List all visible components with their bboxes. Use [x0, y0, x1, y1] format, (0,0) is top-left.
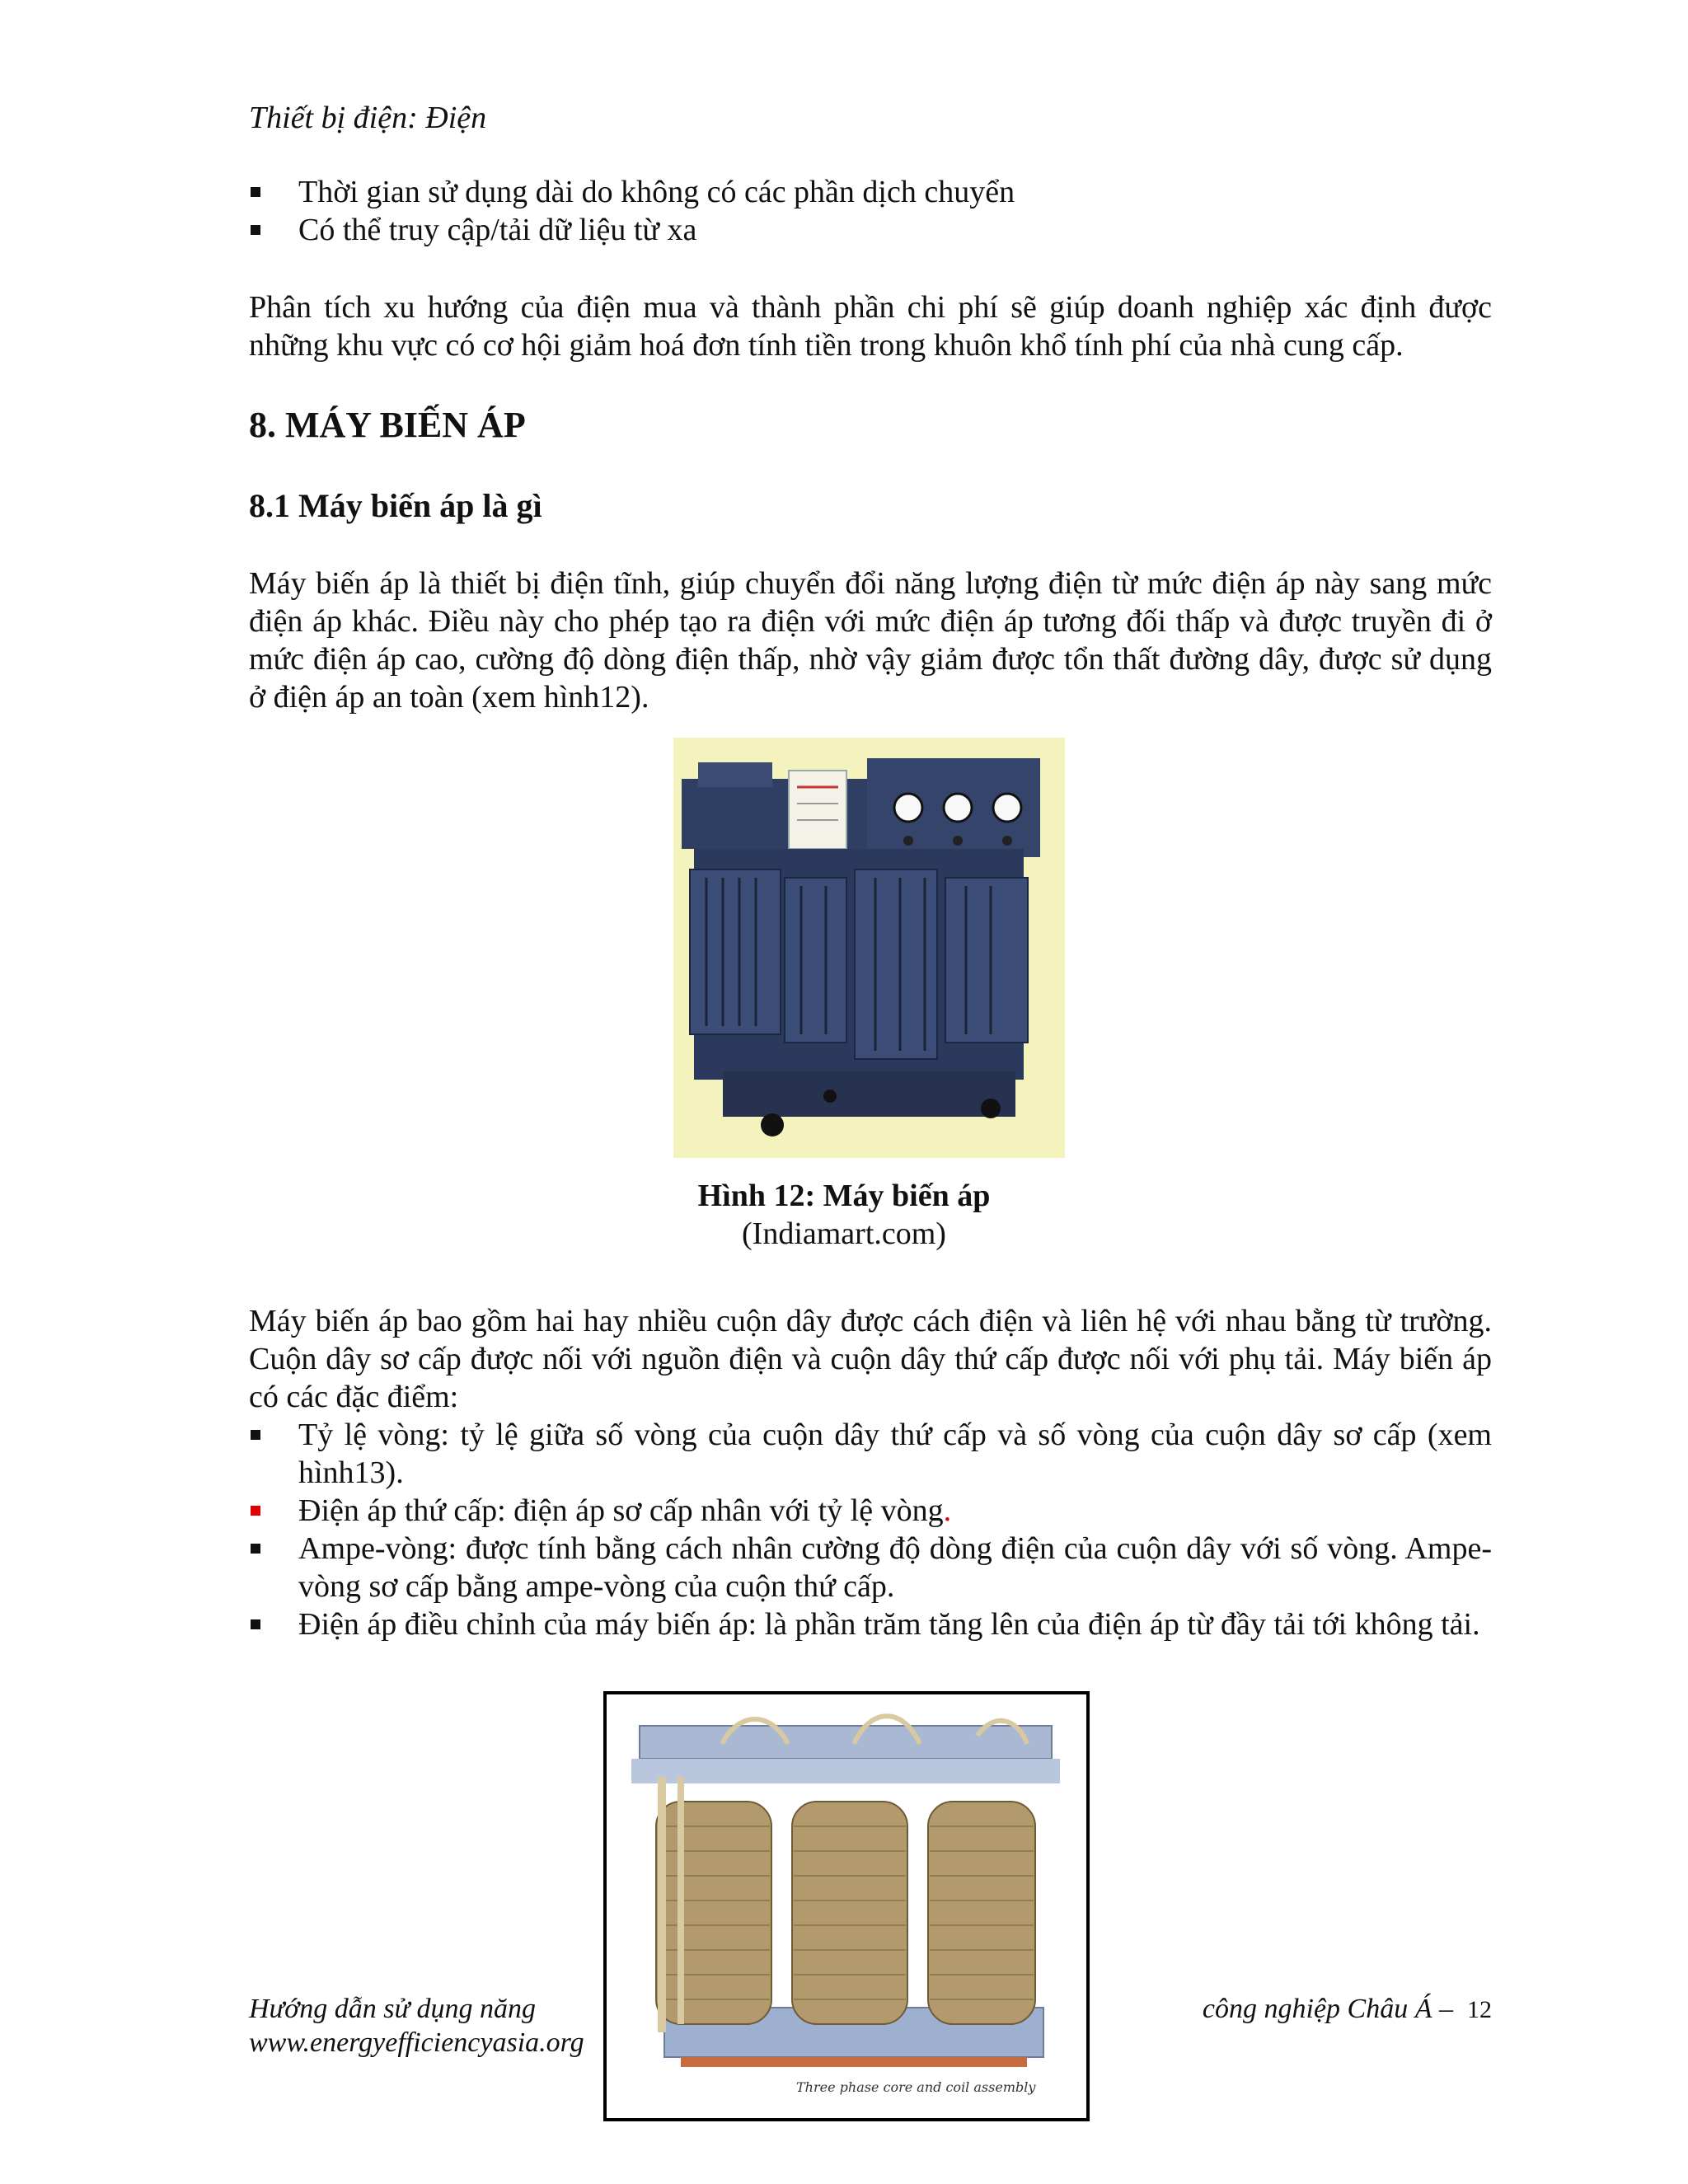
square-bullet-icon	[251, 1544, 260, 1554]
figure12-caption	[0, 1177, 1688, 1253]
list-item: Tỷ lệ vòng: tỷ lệ giữa số vòng của cuộn dây thứ cấp và số vòng của cuộn dây sơ cấp (xem hình13).	[249, 1416, 1492, 1492]
characteristics-bullet-list	[249, 1416, 1492, 1643]
figure13-image-label: Three phase core and coil assembly	[796, 2079, 1036, 2095]
transformer-photo	[673, 738, 1065, 1158]
square-bullet-icon	[251, 1430, 260, 1440]
page-number: 12	[1467, 1996, 1492, 2023]
square-bullet-icon	[251, 225, 260, 235]
square-bullet-icon	[251, 1619, 260, 1629]
figure12-source: (Indiamart.com)	[742, 1216, 946, 1251]
footer-right-text: công nghiệp Châu Á –	[1202, 1994, 1453, 2024]
list-item: Ampe-vòng: được tính bằng cách nhân cường độ dòng điện của cuộn dây với số vòng. Ampe-vòng sơ cấp bằng ampe-vòng của cuộn thứ cấp.	[249, 1530, 1492, 1605]
running-header: Thiết bị điện: Điện	[249, 101, 487, 135]
footer-left-text: Hướng dẫn sử dụng năng	[249, 1994, 537, 2024]
footer-website: www.energyefficiencyasia.org	[249, 2027, 584, 2058]
intro-bullet-list	[249, 173, 1492, 249]
body-paragraph-2: Máy biến áp bao gồm hai hay nhiều cuộn dây được cách điện và liên hệ với nhau bằng từ trường. Cuộn dây sơ cấp được nối với nguồn điện và cuộn dây thứ cấp được nối với phụ tải. Máy biến áp có các đặc điểm:	[249, 1304, 1492, 1414]
list-item: Điện áp điều chỉnh của máy biến áp: là phần trăm tăng lên của điện áp từ đầy tải tới không tải.	[249, 1605, 1492, 1643]
list-item: Thời gian sử dụng dài do không có các phần dịch chuyển	[249, 173, 1492, 211]
list-item: Điện áp thứ cấp: điện áp sơ cấp nhân với tỷ lệ vòng.	[249, 1492, 1492, 1530]
intro-paragraph: Phân tích xu hướng của điện mua và thành phần chi phí sẽ giúp doanh nghiệp xác định được những khu vực có cơ hội giảm hoá đơn tính tiền trong khuôn khổ tính phí của nhà cung cấp.	[249, 290, 1492, 363]
section-heading: 8. MÁY BIẾN ÁP	[249, 405, 526, 445]
square-bullet-icon	[251, 187, 260, 197]
core-coil-illustration	[607, 1694, 1086, 2118]
square-bullet-icon	[251, 1506, 260, 1516]
core-coil-photo	[603, 1691, 1090, 2121]
body-paragraph-1: Máy biến áp là thiết bị điện tĩnh, giúp chuyển đổi năng lượng điện từ mức điện áp này sang mức điện áp khác. Điều này cho phép tạo ra điện với mức điện áp tương đối thấp và được truyền đi ở mức điện áp cao, cường độ dòng điện thấp, nhờ vậy giảm được tổn thất đường dây, được sử dụng ở điện áp an toàn (xem hình12).	[249, 566, 1492, 715]
figure12-title: Hình 12: Máy biến áp	[697, 1179, 991, 1213]
list-item: Có thể truy cập/tải dữ liệu từ xa	[249, 211, 1492, 249]
subsection-heading: 8.1 Máy biến áp là gì	[249, 487, 542, 524]
